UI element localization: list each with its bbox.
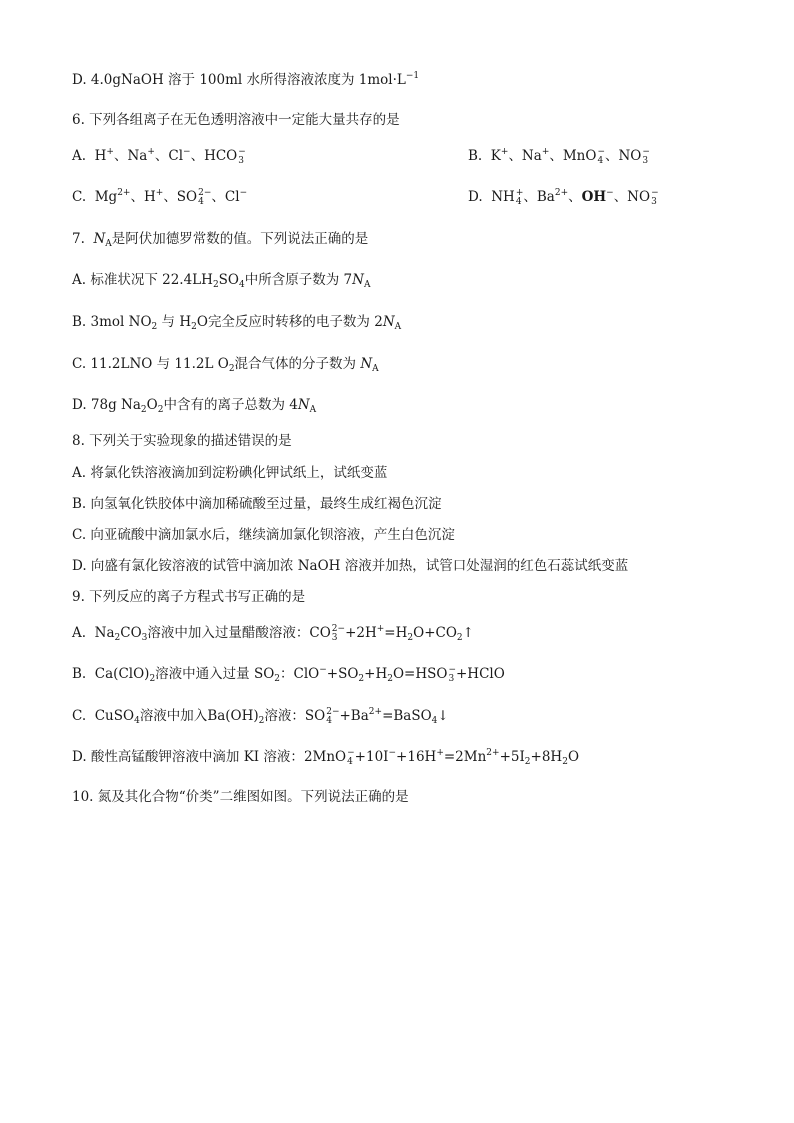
q8-option-b <box>72 494 442 514</box>
q9-option-c: C. CuSO$_4$溶液中加入$Ba(OH)_2$溶液：SO 2− 4 $+Ba^{2+}=BaSO_4↓$ <box>72 706 449 726</box>
q6-a-label: A. <box>72 148 87 164</box>
q9-c-label: C. <box>72 708 87 724</box>
q6-b-label: B. <box>468 148 483 164</box>
q7-a-mid: 中所含原子数为 7 <box>244 272 353 288</box>
q8-option-d <box>72 556 628 576</box>
q5-d-text: D. 4.0gNaOH 溶于 100ml 水所得溶液浓度为 1mol·L <box>72 72 406 88</box>
q7-option-b: B. 3mol $NO_2$ 与 $H_2O$完全反应时转移的电子数为 $2N_A$ <box>72 314 402 332</box>
q8-option-c <box>72 525 455 545</box>
q8-stem <box>72 431 292 451</box>
q7-b-post: 完全反应时转移的电子数为 2 <box>207 314 383 330</box>
q7-option-d: D. 78g $Na_2O_2$中含有的离子总数为 $4N_A$ <box>72 397 317 415</box>
q9-b-label: B. <box>72 666 87 682</box>
q10-stem <box>72 787 409 807</box>
q9-stem-text: 9. 下列反应的离子方程式书写正确的是 <box>72 589 306 605</box>
q7-number: 7. <box>72 231 85 247</box>
q7-d-post: 中含有的离子总数为 4 <box>163 397 298 413</box>
q7-b-pre: B. 3mol <box>72 314 125 330</box>
q8-c-text: C. 向亚硫酸中滴加氯水后，继续滴加氯化钡溶液，产生白色沉淀 <box>72 527 455 543</box>
q6-options-cd: C. $Mg^{2+}$、H+、SO 2− 4 、Cl− D. NH + 4 、$Ba^{2+}$、OH−、NO − 3 <box>72 187 659 207</box>
q6-d-label: D. <box>468 189 483 205</box>
q7-c-pre: C. 11.2LNO 与 11.2L <box>72 356 214 372</box>
q7-a-pre: A. 标准状况下 22.4L <box>72 272 202 288</box>
q9-a-label: A. <box>72 625 87 641</box>
q7-stem: 7. $N_A$是阿伏加德罗常数的值。下列说法正确的是 <box>72 231 369 249</box>
q9-option-b: B. $Ca(ClO)_2$溶液中通入过量 $SO_2$：$ClO^-+SO_2+H_2O=HSO$ − 3 +HClO <box>72 664 505 684</box>
q6-c-label: C. <box>72 189 87 205</box>
q7-d-pre: D. 78g <box>72 397 117 413</box>
q5-option-d: D. 4.0gNaOH 溶于 100ml 水所得溶液浓度为 $1mol\cdot L^{-1}$ <box>72 71 420 88</box>
q7-option-a: A. 标准状况下 $22.4LH_2SO_4$中所含原子数为 $7N_A$ <box>72 272 371 290</box>
q6-option-d: D. NH + 4 、$Ba^{2+}$、OH−、NO − 3 <box>468 187 659 207</box>
q8-option-a <box>72 463 387 483</box>
q8-stem-text: 8. 下列关于实验现象的描述错误的是 <box>72 433 292 449</box>
q9-option-d: D. 酸性高锰酸钾溶液中滴加 KI 溶液：2MnO − 4 $+10I^-+16H^+=2Mn^{2+}+5I_2+8H_2O$ <box>72 747 580 767</box>
q9-stem <box>72 587 305 607</box>
q9-c-text: 溶液中加入 <box>139 708 208 724</box>
q10-stem-text: 10. 氮及其化合物“价类”二维图如图。下列说法正确的是 <box>72 789 409 805</box>
q6-option-b: B. K+、Na+、MnO − 4 、NO − 3 <box>468 146 650 166</box>
q6-stem <box>72 110 400 130</box>
q6-stem-text: 6. 下列各组离子在无色透明溶液中一定能大量共存的是 <box>72 112 400 128</box>
q9-d-text: D. 酸性高锰酸钾溶液中滴加 KI 溶液： <box>72 749 304 765</box>
q6-options-ab: A. H+、Na+、Cl−、HCO − 3 B. K+、Na+、MnO − 4 、NO − 3 <box>72 146 650 166</box>
q8-a-text: A. 将氯化铁溶液滴加到淀粉碘化钾试纸上，试纸变蓝 <box>72 465 388 481</box>
q7-stem-text: 是阿伏加德罗常数的值。下列说法正确的是 <box>111 231 369 247</box>
q7-c-post: 混合气体的分子数为 <box>234 356 357 372</box>
q7-option-c: C. 11.2LNO 与 11.2L $O_2$混合气体的分子数为 $N_A$ <box>72 356 379 374</box>
q8-d-text: D. 向盛有氯化铵溶液的试管中滴加浓 NaOH 溶液并加热，试管口处湿润的红色石蕊试纸变蓝 <box>72 558 629 574</box>
q9-option-a: A. $Na_2CO_3$溶液中加入过量醋酸溶液：CO 2− 3 $+2H^+=H_2O+CO_2↑$ <box>72 623 474 643</box>
q9-b-text: 溶液中通入过量 SO <box>155 666 275 682</box>
q8-b-text: B. 向氢氧化铁胶体中滴加稀硫酸至过量，最终生成红褐色沉淀 <box>72 496 442 512</box>
q9-c-text2: 溶液： <box>264 708 305 724</box>
q7-b-mid: 与 <box>161 314 176 330</box>
q9-a-text: 溶液中加入过量醋酸溶液： <box>147 625 310 641</box>
